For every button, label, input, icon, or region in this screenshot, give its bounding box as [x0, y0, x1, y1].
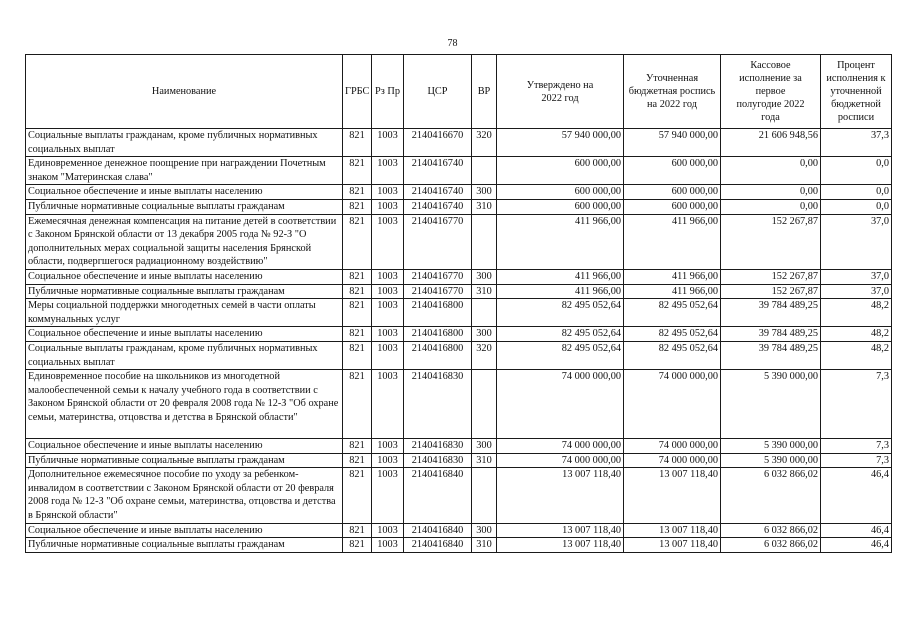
table-row	[26, 299, 892, 327]
budget-table	[25, 54, 892, 553]
cell-percent: 48,2	[821, 299, 892, 327]
cell-approved: 13 007 118,40	[497, 523, 624, 538]
cell-refined: 411 966,00	[624, 284, 721, 299]
cell-name: Ежемесячная денежная компенсация на питание детей в соответствии с Законом Брянской области от 13 декабря 2005 года № 92-З "О дополнительных мерах социальной защиты населения Брянской области, подвергшегося радиационному воздействию"	[26, 214, 343, 269]
table-row	[26, 157, 892, 185]
table-row	[26, 214, 892, 269]
header-name: Наименование	[26, 55, 343, 129]
cell-csr: 2140416830	[404, 370, 472, 439]
cell-cash: 39 784 489,25	[721, 299, 821, 327]
table-row	[26, 327, 892, 342]
cell-approved: 600 000,00	[497, 199, 624, 214]
cell-approved: 13 007 118,40	[497, 468, 624, 523]
cell-cash: 6 032 866,02	[721, 523, 821, 538]
header-cash: Кассовое исполнение за первое полугодие 2022 года	[721, 55, 821, 129]
cell-percent: 7,3	[821, 453, 892, 468]
cell-refined: 13 007 118,40	[624, 538, 721, 553]
cell-approved: 411 966,00	[497, 269, 624, 284]
header-refined: Уточненная бюджетная роспись на 2022 год	[624, 55, 721, 129]
cell-refined: 74 000 000,00	[624, 370, 721, 439]
cell-rzpr: 1003	[372, 327, 404, 342]
cell-approved: 82 495 052,64	[497, 299, 624, 327]
cell-approved: 600 000,00	[497, 185, 624, 200]
cell-name: Меры социальной поддержки многодетных семей в части оплаты коммунальных услуг	[26, 299, 343, 327]
table-row	[26, 453, 892, 468]
cell-approved: 74 000 000,00	[497, 439, 624, 454]
cell-grbs: 821	[343, 185, 372, 200]
cell-refined: 13 007 118,40	[624, 468, 721, 523]
table-row	[26, 468, 892, 523]
cell-percent: 37,0	[821, 284, 892, 299]
cell-rzpr: 1003	[372, 468, 404, 523]
cell-csr: 2140416840	[404, 523, 472, 538]
cell-rzpr: 1003	[372, 129, 404, 157]
cell-grbs: 821	[343, 269, 372, 284]
cell-name: Публичные нормативные социальные выплаты гражданам	[26, 453, 343, 468]
cell-vr: 300	[472, 523, 497, 538]
cell-cash: 39 784 489,25	[721, 327, 821, 342]
cell-name: Социальное обеспечение и иные выплаты населению	[26, 439, 343, 454]
cell-vr: 310	[472, 538, 497, 553]
cell-rzpr: 1003	[372, 453, 404, 468]
cell-csr: 2140416830	[404, 453, 472, 468]
cell-approved: 13 007 118,40	[497, 538, 624, 553]
cell-grbs: 821	[343, 538, 372, 553]
cell-name: Публичные нормативные социальные выплаты гражданам	[26, 538, 343, 553]
cell-csr: 2140416670	[404, 129, 472, 157]
cell-refined: 82 495 052,64	[624, 299, 721, 327]
table-row	[26, 199, 892, 214]
cell-name: Единовременное денежное поощрение при награждении Почетным знаком "Материнская слава"	[26, 157, 343, 185]
cell-vr: 300	[472, 269, 497, 284]
cell-refined: 82 495 052,64	[624, 341, 721, 369]
cell-vr	[472, 214, 497, 269]
cell-rzpr: 1003	[372, 370, 404, 439]
cell-percent: 46,4	[821, 538, 892, 553]
cell-cash: 0,00	[721, 185, 821, 200]
table-row	[26, 284, 892, 299]
table-row	[26, 269, 892, 284]
page-number: 78	[447, 38, 458, 49]
cell-refined: 74 000 000,00	[624, 439, 721, 454]
cell-cash: 39 784 489,25	[721, 341, 821, 369]
cell-csr: 2140416740	[404, 157, 472, 185]
cell-percent: 7,3	[821, 370, 892, 439]
cell-cash: 5 390 000,00	[721, 453, 821, 468]
cell-grbs: 821	[343, 370, 372, 439]
table-row	[26, 185, 892, 200]
cell-approved: 74 000 000,00	[497, 453, 624, 468]
cell-vr: 320	[472, 129, 497, 157]
cell-csr: 2140416740	[404, 185, 472, 200]
cell-refined: 600 000,00	[624, 185, 721, 200]
cell-refined: 82 495 052,64	[624, 327, 721, 342]
header-csr: ЦСР	[404, 55, 472, 129]
header-approved: Утверждено на 2022 год	[497, 55, 624, 129]
cell-rzpr: 1003	[372, 341, 404, 369]
cell-name: Социальное обеспечение и иные выплаты населению	[26, 269, 343, 284]
cell-vr: 320	[472, 341, 497, 369]
cell-vr	[472, 370, 497, 439]
cell-percent: 48,2	[821, 341, 892, 369]
cell-rzpr: 1003	[372, 214, 404, 269]
cell-grbs: 821	[343, 523, 372, 538]
cell-vr	[472, 299, 497, 327]
cell-percent: 37,0	[821, 214, 892, 269]
table-row	[26, 538, 892, 553]
cell-grbs: 821	[343, 299, 372, 327]
cell-approved: 57 940 000,00	[497, 129, 624, 157]
cell-refined: 600 000,00	[624, 157, 721, 185]
cell-approved: 74 000 000,00	[497, 370, 624, 439]
cell-refined: 13 007 118,40	[624, 523, 721, 538]
cell-percent: 0,0	[821, 185, 892, 200]
cell-percent: 46,4	[821, 468, 892, 523]
cell-vr: 310	[472, 199, 497, 214]
cell-name: Социальное обеспечение и иные выплаты населению	[26, 327, 343, 342]
cell-percent: 37,0	[821, 269, 892, 284]
cell-rzpr: 1003	[372, 299, 404, 327]
cell-approved: 600 000,00	[497, 157, 624, 185]
cell-name: Дополнительное ежемесячное пособие по уходу за ребенком-инвалидом в соответствии с Законом Брянской области от 20 февраля 2008 года № 12-З "Об охране семьи, материнства, отцовства и детства в Брянской области"	[26, 468, 343, 523]
cell-refined: 411 966,00	[624, 214, 721, 269]
cell-vr: 300	[472, 327, 497, 342]
cell-grbs: 821	[343, 284, 372, 299]
cell-cash: 152 267,87	[721, 214, 821, 269]
cell-percent: 37,3	[821, 129, 892, 157]
header-percent: Процент исполнения к уточненной бюджетной росписи	[821, 55, 892, 129]
cell-grbs: 821	[343, 214, 372, 269]
cell-rzpr: 1003	[372, 284, 404, 299]
cell-percent: 48,2	[821, 327, 892, 342]
cell-rzpr: 1003	[372, 538, 404, 553]
cell-name: Социальные выплаты гражданам, кроме публичных нормативных социальных выплат	[26, 129, 343, 157]
cell-grbs: 821	[343, 468, 372, 523]
cell-cash: 0,00	[721, 157, 821, 185]
cell-percent: 0,0	[821, 157, 892, 185]
cell-vr: 300	[472, 185, 497, 200]
cell-csr: 2140416740	[404, 199, 472, 214]
cell-name: Социальное обеспечение и иные выплаты населению	[26, 523, 343, 538]
header-grbs: ГРБС	[343, 55, 372, 129]
table-row	[26, 129, 892, 157]
cell-vr: 300	[472, 439, 497, 454]
cell-cash: 5 390 000,00	[721, 439, 821, 454]
cell-rzpr: 1003	[372, 185, 404, 200]
cell-grbs: 821	[343, 129, 372, 157]
cell-refined: 57 940 000,00	[624, 129, 721, 157]
cell-name: Публичные нормативные социальные выплаты гражданам	[26, 284, 343, 299]
cell-grbs: 821	[343, 199, 372, 214]
cell-percent: 7,3	[821, 439, 892, 454]
cell-cash: 0,00	[721, 199, 821, 214]
cell-percent: 0,0	[821, 199, 892, 214]
cell-rzpr: 1003	[372, 199, 404, 214]
cell-refined: 411 966,00	[624, 269, 721, 284]
cell-rzpr: 1003	[372, 269, 404, 284]
cell-csr: 2140416770	[404, 269, 472, 284]
cell-vr	[472, 468, 497, 523]
cell-approved: 411 966,00	[497, 284, 624, 299]
cell-cash: 21 606 948,56	[721, 129, 821, 157]
cell-cash: 6 032 866,02	[721, 468, 821, 523]
cell-approved: 82 495 052,64	[497, 341, 624, 369]
table-row	[26, 523, 892, 538]
cell-csr: 2140416770	[404, 214, 472, 269]
cell-refined: 74 000 000,00	[624, 453, 721, 468]
cell-cash: 152 267,87	[721, 284, 821, 299]
cell-rzpr: 1003	[372, 439, 404, 454]
cell-vr: 310	[472, 453, 497, 468]
cell-grbs: 821	[343, 341, 372, 369]
cell-rzpr: 1003	[372, 157, 404, 185]
cell-csr: 2140416840	[404, 468, 472, 523]
cell-refined: 600 000,00	[624, 199, 721, 214]
cell-grbs: 821	[343, 439, 372, 454]
cell-percent: 46,4	[821, 523, 892, 538]
cell-csr: 2140416800	[404, 341, 472, 369]
cell-grbs: 821	[343, 157, 372, 185]
cell-grbs: 821	[343, 327, 372, 342]
cell-cash: 5 390 000,00	[721, 370, 821, 439]
cell-csr: 2140416770	[404, 284, 472, 299]
table-header-row	[26, 55, 892, 129]
cell-csr: 2140416840	[404, 538, 472, 553]
cell-approved: 82 495 052,64	[497, 327, 624, 342]
cell-approved: 411 966,00	[497, 214, 624, 269]
cell-csr: 2140416800	[404, 327, 472, 342]
header-rzpr: Рз Пр	[372, 55, 404, 129]
cell-cash: 6 032 866,02	[721, 538, 821, 553]
cell-grbs: 821	[343, 453, 372, 468]
table-row	[26, 370, 892, 439]
table-row	[26, 341, 892, 369]
cell-vr: 310	[472, 284, 497, 299]
cell-vr	[472, 157, 497, 185]
cell-name: Социальные выплаты гражданам, кроме публичных нормативных социальных выплат	[26, 341, 343, 369]
cell-csr: 2140416800	[404, 299, 472, 327]
cell-name: Социальное обеспечение и иные выплаты населению	[26, 185, 343, 200]
header-vr: ВР	[472, 55, 497, 129]
cell-cash: 152 267,87	[721, 269, 821, 284]
cell-name: Публичные нормативные социальные выплаты гражданам	[26, 199, 343, 214]
table-row	[26, 439, 892, 454]
cell-csr: 2140416830	[404, 439, 472, 454]
cell-rzpr: 1003	[372, 523, 404, 538]
cell-name: Единовременное пособие на школьников из многодетной малообеспеченной семьи к началу учебного года в соответствии с Законом Брянской области от 20 февраля 2008 года № 12-З "Об охране семьи, материнства, отцовства и детства в Брянской области"	[26, 370, 343, 439]
